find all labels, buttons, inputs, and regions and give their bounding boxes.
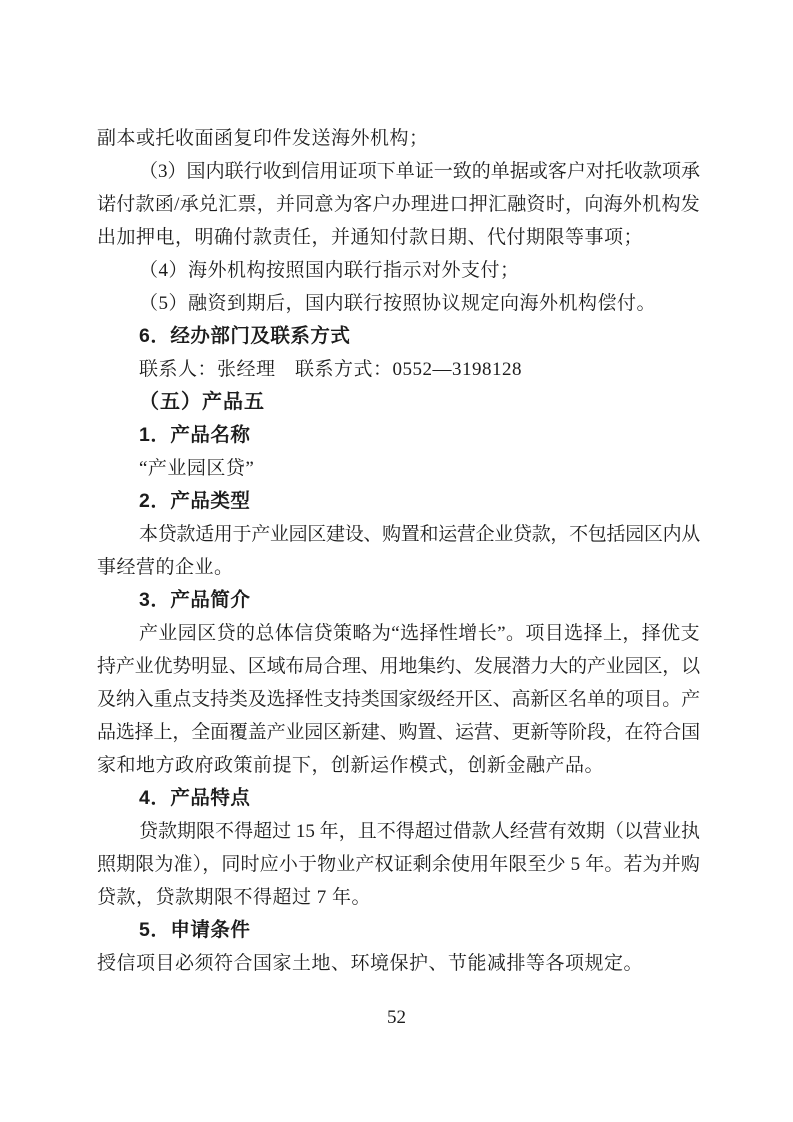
text-line: 诺付款函/承兑汇票，并同意为客户办理进口押汇融资时，向海外机构发 xyxy=(97,194,700,215)
text-line: 出加押电，明确付款责任，并通知付款日期、代付期限等事项； xyxy=(97,227,644,248)
heading-line: 6．经办部门及联系方式 xyxy=(139,325,351,347)
text-line: 事经营的企业。 xyxy=(97,557,234,578)
text-line: （5）融资到期后，国内联行按照协议规定向海外机构偿付。 xyxy=(139,293,657,314)
text-line: 持产业优势明显、区域布局合理、用地集约、发展潜力大的产业园区，以 xyxy=(97,656,700,677)
text-line: 贷款期限不得超过 15 年，且不得超过借款人经营有效期（以营业执 xyxy=(139,821,700,842)
page-number: 52 xyxy=(387,1007,406,1028)
text-line: （4）海外机构按照国内联行指示对外支付； xyxy=(139,260,520,281)
heading-line: 2．产品类型 xyxy=(139,490,251,512)
heading-line: 5．申请条件 xyxy=(139,919,251,941)
text-line: “产业园区贷” xyxy=(139,458,255,479)
heading-line: 3．产品简介 xyxy=(139,589,251,611)
text-line: 授信项目必须符合国家土地、环境保护、节能减排等各项规定。 xyxy=(97,953,644,974)
text-line: 及纳入重点支持类及选择性支持类国家级经开区、高新区名单的项目。产 xyxy=(97,689,700,710)
text-line: 家和地方政府政策前提下，创新运作模式，创新金融产品。 xyxy=(97,755,605,776)
heading-line: （五）产品五 xyxy=(139,391,265,413)
heading-line: 4．产品特点 xyxy=(139,787,251,809)
text-line: 产业园区贷的总体信贷策略为“选择性增长”。项目选择上，择优支 xyxy=(139,623,700,644)
text-line: 本贷款适用于产业园区建设、购置和运营企业贷款，不包括园区内从 xyxy=(139,524,700,545)
text-line: 照期限为准），同时应小于物业产权证剩余使用年限至少 5 年。若为并购 xyxy=(97,854,700,875)
text-line: 联系人：张经理 联系方式：0552—3198128 xyxy=(139,359,523,380)
text-line: 副本或托收面函复印件发送海外机构； xyxy=(97,128,429,149)
text-column xyxy=(97,122,700,980)
text-line: （3）国内联行收到信用证项下单证一致的单据或客户对托收款项承 xyxy=(139,161,700,182)
heading-line: 1．产品名称 xyxy=(139,424,251,446)
text-line: 贷款，贷款期限不得超过 7 年。 xyxy=(97,887,372,908)
text-line: 品选择上，全面覆盖产业园区新建、购置、运营、更新等阶段，在符合国 xyxy=(97,722,700,743)
